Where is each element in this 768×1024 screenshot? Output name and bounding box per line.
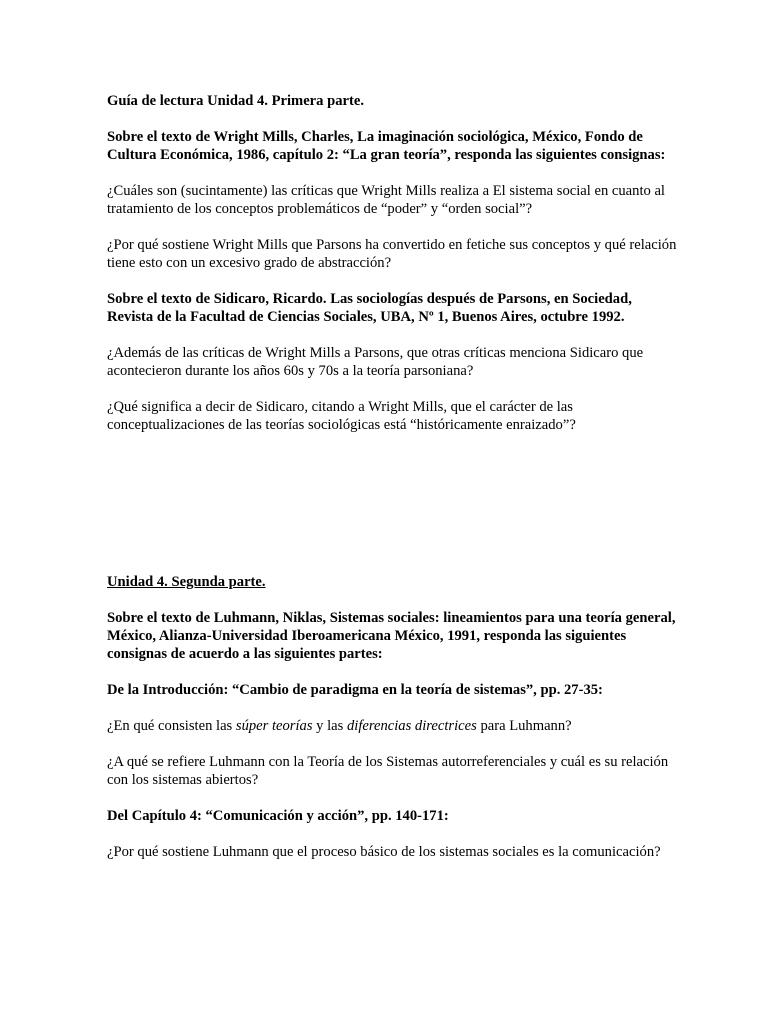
section-introduccion: De la Introducción: “Cambio de paradigma en la teoría de sistemas”, pp. 27-35: <box>107 682 603 698</box>
question-5-mid: y las <box>312 718 347 734</box>
part1-source-sidicaro: Sobre el texto de Sidicaro, Ricardo. Las sociologías después de Parsons, en Sociedad, Revista de la Facultad de Ciencias Sociales, UBA, Nº 1, Buenos Aires, octubre 1992. <box>107 291 632 325</box>
question-5-em-diferencias: diferencias directrices <box>346 718 477 734</box>
question-5 <box>107 717 677 735</box>
question-2: ¿Por qué sostiene Wright Mills que Parsons ha convertido en fetiche sus conceptos y qué relación tiene esto con un excesivo grado de abstracción? <box>107 237 677 271</box>
part2-source-luhmann: Sobre el texto de Luhmann, Niklas, Sistemas sociales: lineamientos para una teoría general, México, Alianza-Universidad Iberoamericana México, 1991, responda las siguientes consignas de acuerdo a las siguientes partes: <box>107 610 676 662</box>
question-4: ¿Qué significa a decir de Sidicaro, citando a Wright Mills, que el carácter de las conceptualizaciones de las teorías sociológicas está “históricamente enraizado”? <box>107 399 576 433</box>
question-6: ¿A qué se refiere Luhmann con la Teoría de los Sistemas autorreferenciales y cuál es su relación con los sistemas abiertos? <box>107 754 669 788</box>
part1-title: Guía de lectura Unidad 4. Primera parte. <box>107 93 364 109</box>
document-page <box>107 92 677 879</box>
part2-title: Unidad 4. Segunda parte. <box>107 574 266 590</box>
question-5-em-super-teorias: súper teorías <box>235 718 313 734</box>
part1-source-wright-mills: Sobre el texto de Wright Mills, Charles, La imaginación sociológica, México, Fondo de Cultura Económica, 1986, capítulo 2: “La gran teoría”, responda las siguientes consignas: <box>107 129 666 163</box>
question-1: ¿Cuáles son (sucintamente) las críticas que Wright Mills realiza a El sistema social en cuanto al tratamiento de los conceptos problemáticos de “poder” y “orden social”? <box>107 183 665 217</box>
question-3: ¿Además de las críticas de Wright Mills a Parsons, que otras críticas menciona Sidicaro que acontecieron durante los años 60s y 70s a la teoría parsoniana? <box>107 345 644 379</box>
section-capitulo-4: Del Capítulo 4: “Comunicación y acción”, pp. 140-171: <box>107 808 449 824</box>
question-5-pre: ¿En qué consisten las <box>107 718 236 734</box>
part2-title-wrap <box>107 573 677 591</box>
page-gap <box>107 452 677 573</box>
question-7: ¿Por qué sostiene Luhmann que el proceso básico de los sistemas sociales es la comunicación? <box>107 844 661 860</box>
question-5-post: para Luhmann? <box>476 718 572 734</box>
